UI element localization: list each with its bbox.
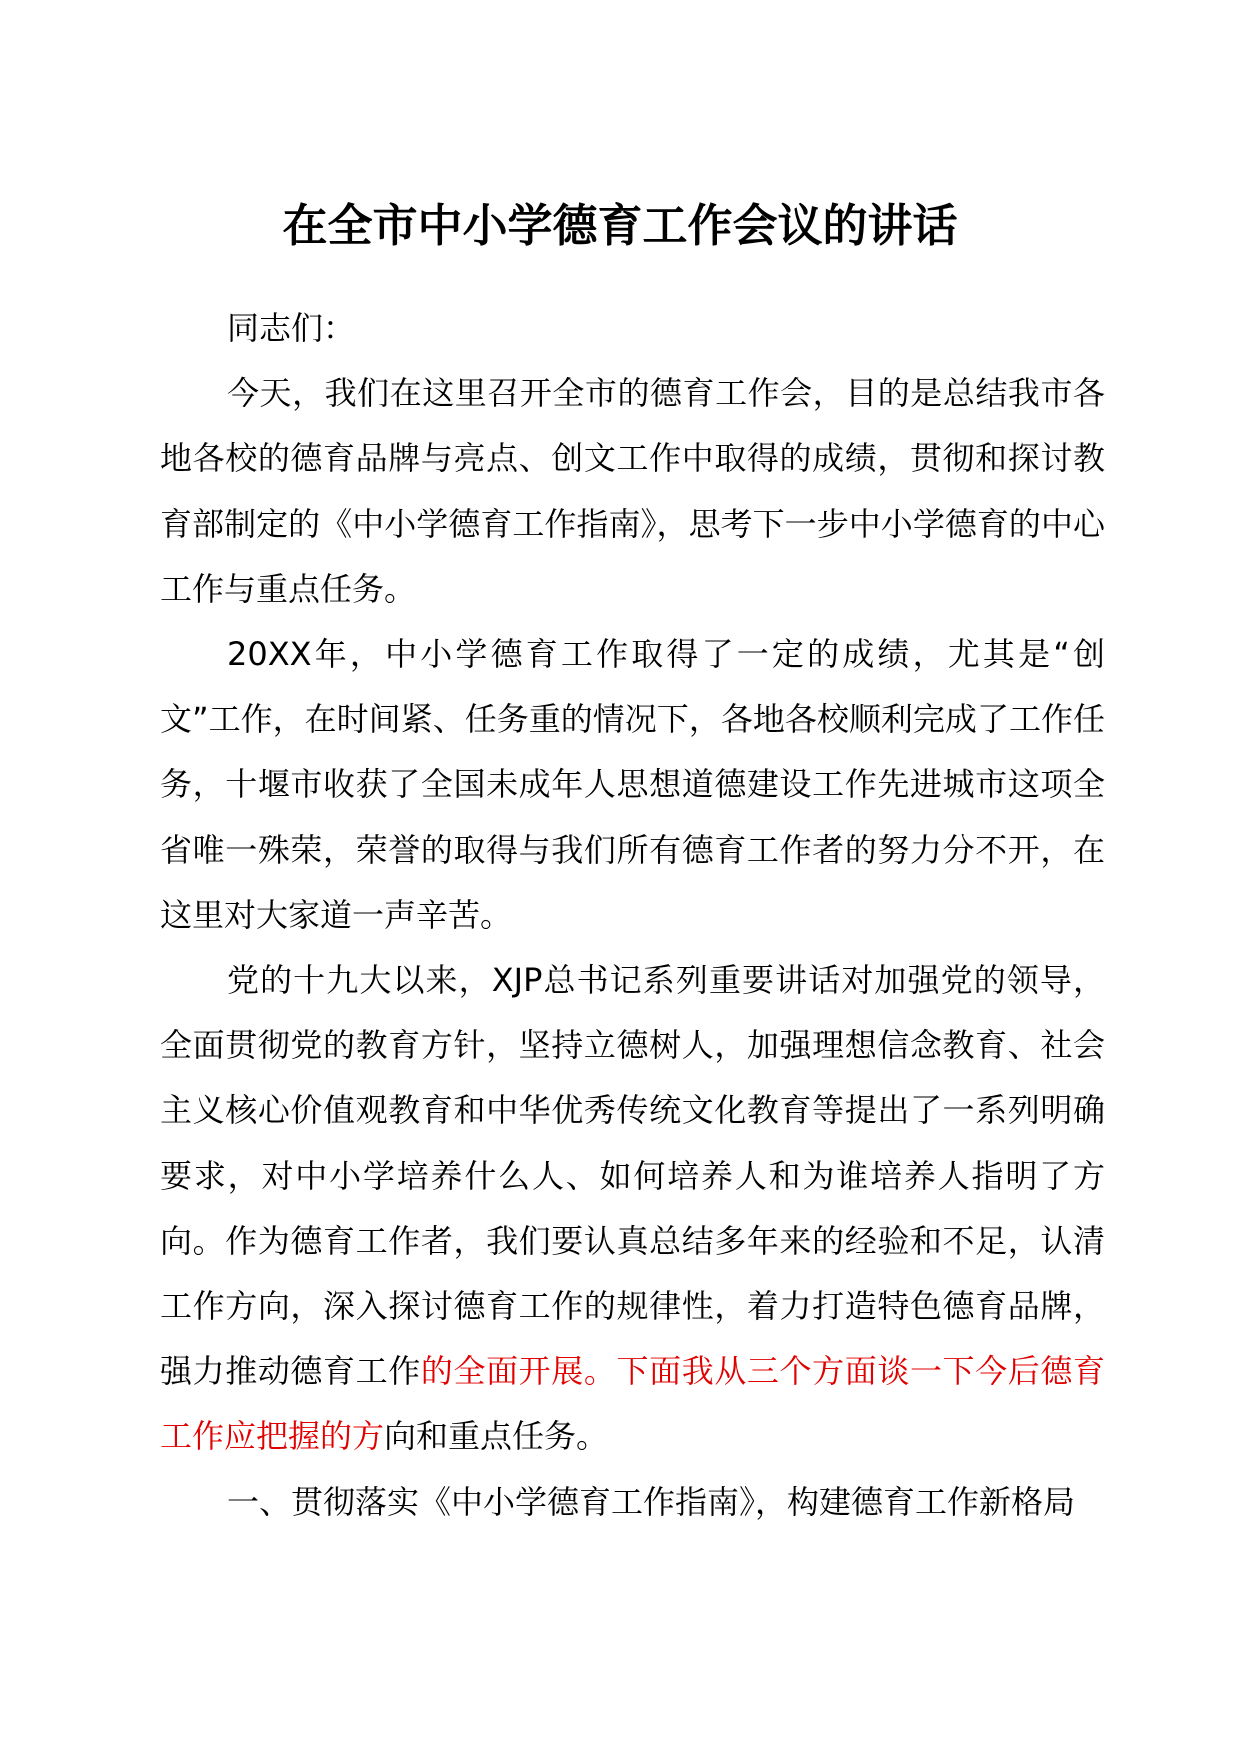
document-body [160,296,1105,1535]
paragraph-requirements-tail: 向和重点任务。 [384,1417,609,1456]
paragraph-achievements: 20XX年，中小学德育工作取得了一定的成绩，尤其是“创文”工作，在时间紧、任务重的情况下，各地各校顺利完成了工作任务，十堰市收获了全国未成年人思想道德建设工作先进城市这项全省唯一殊荣，荣誉的取得与我们所有德育工作者的努力分不开，在这里对大家道一声辛苦。 [160,635,1105,934]
paragraph-requirements [160,948,1105,1470]
paragraph-opening: 今天，我们在这里召开全市的德育工作会，目的是总结我市各地各校的德育品牌与亮点、创文工作中取得的成绩，贯彻和探讨教育部制定的《中小学德育工作指南》，思考下一步中小学德育的中心工作与重点任务。 [160,374,1105,608]
paragraph-requirements-text: 党的十九大以来，XJP总书记系列重要讲话对加强党的领导，全面贯彻党的教育方针，坚持立德树人，加强理想信念教育、社会主义核心价值观教育和中华优秀传统文化教育等提出了一系列明确要求，对中小学培养什么人、如何培养人和为谁培养人指明了方向。作为德育工作者，我们要认真总结多年来的经验和不足，认清工作方向，深入探讨德育工作的规律性，着力打造特色德育品牌，强力推动德育工作 [160,961,1105,1391]
document-title: 在全市中小学德育工作会议的讲话 [282,199,958,252]
salutation: 同志们： [227,309,356,347]
highlighted-text: 的全面开展。下面我从三个方面谈一下今后德育工作应把握的方 [160,1352,1105,1456]
section-heading-1: 一、贯彻落实《中小学德育工作指南》，构建德育工作新格局 [227,1482,1076,1521]
